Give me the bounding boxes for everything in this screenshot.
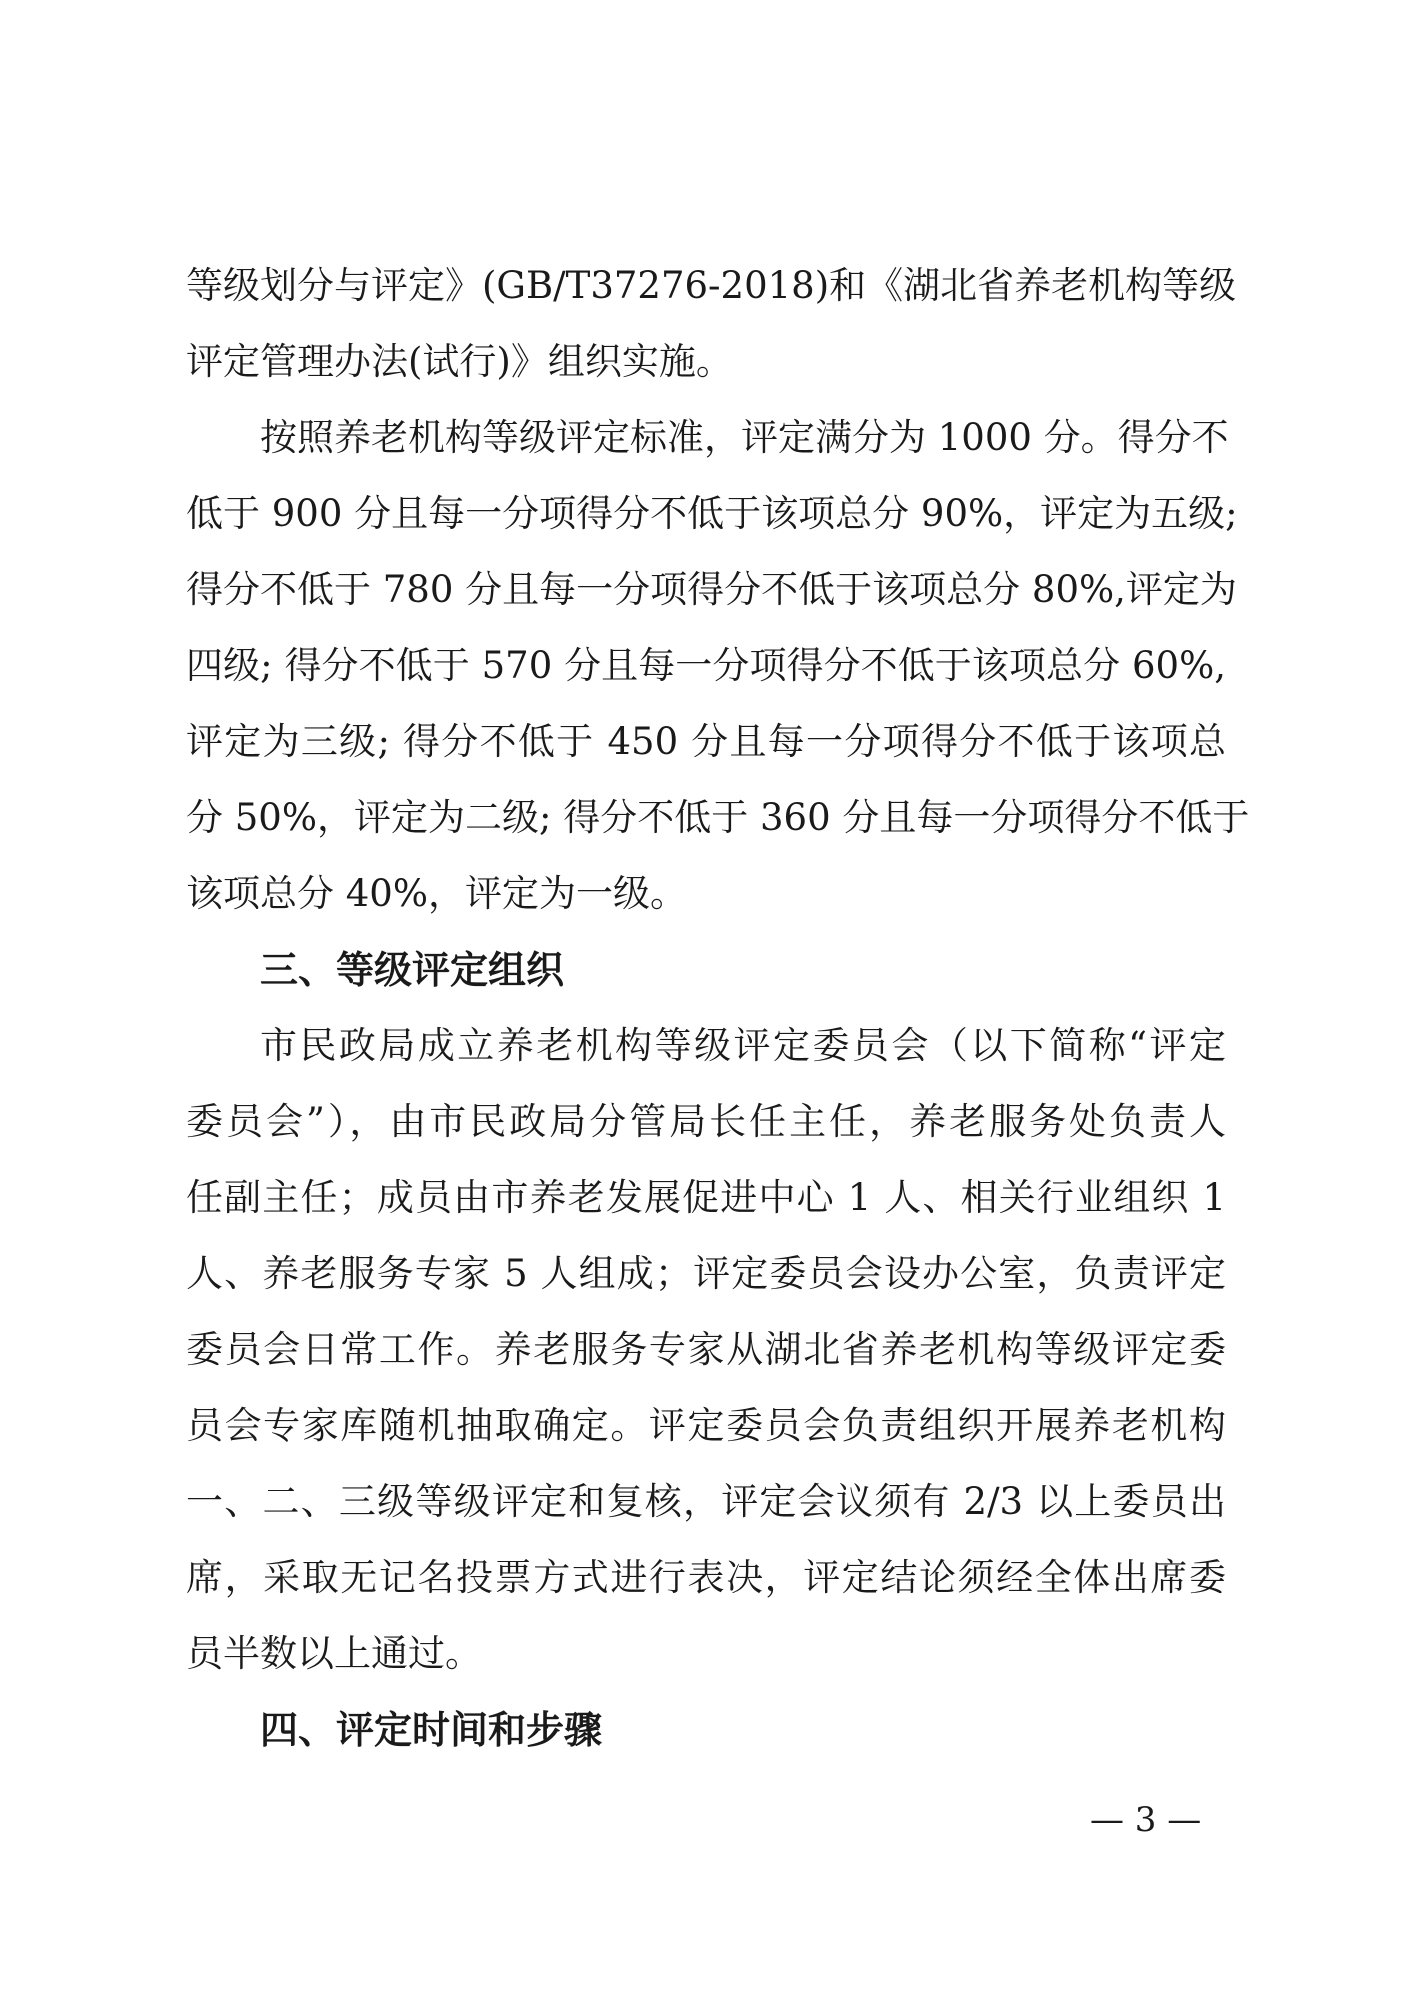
body-text-line: 一、二、三级等级评定和复核，评定会议须有 2/3 以上委员出 [186, 1480, 1226, 1523]
body-text-line: 人、养老服务专家 5 人组成；评定委员会设办公室，负责评定 [186, 1252, 1226, 1295]
body-text-line: 员会专家库随机抽取确定。评定委员会负责组织开展养老机构 [186, 1404, 1226, 1447]
body-text-line: 分 50%，评定为二级; 得分不低于 360 分且每一分项得分不低于 [186, 796, 1250, 839]
body-text-line: 得分不低于 780 分且每一分项得分不低于该项总分 80%,评定为 [186, 568, 1237, 611]
body-text-line: 评定管理办法(试行)》组织实施。 [186, 340, 733, 383]
body-text-line: 该项总分 40%，评定为一级。 [186, 872, 687, 915]
section-heading: 三、等级评定组织 [260, 948, 565, 992]
body-text-line: 等级划分与评定》(GB/T37276-2018)和《湖北省养老机构等级 [186, 264, 1237, 307]
body-text-line: 市民政局成立养老机构等级评定委员会（以下简称“评定 [260, 1024, 1226, 1067]
body-text-line: 任副主任；成员由市养老发展促进中心 1 人、相关行业组织 1 [186, 1176, 1226, 1219]
page-number: — 3 — [1090, 1800, 1202, 1840]
body-text-line: 评定为三级; 得分不低于 450 分且每一分项得分不低于该项总 [186, 720, 1226, 763]
body-text-line: 委员会”），由市民政局分管局长任主任，养老服务处负责人 [186, 1100, 1226, 1143]
body-text-line: 低于 900 分且每一分项得分不低于该项总分 90%，评定为五级; [186, 492, 1238, 535]
body-text-line: 四级; 得分不低于 570 分且每一分项得分不低于该项总分 60%, [186, 644, 1226, 687]
body-text-line: 按照养老机构等级评定标准，评定满分为 1000 分。得分不 [260, 416, 1229, 459]
section-heading: 四、评定时间和步骤 [260, 1708, 603, 1752]
body-text-line: 委员会日常工作。养老服务专家从湖北省养老机构等级评定委 [186, 1328, 1226, 1371]
body-text-line: 席，采取无记名投票方式进行表决，评定结论须经全体出席委 [186, 1556, 1226, 1599]
body-text-line: 员半数以上通过。 [186, 1632, 482, 1675]
